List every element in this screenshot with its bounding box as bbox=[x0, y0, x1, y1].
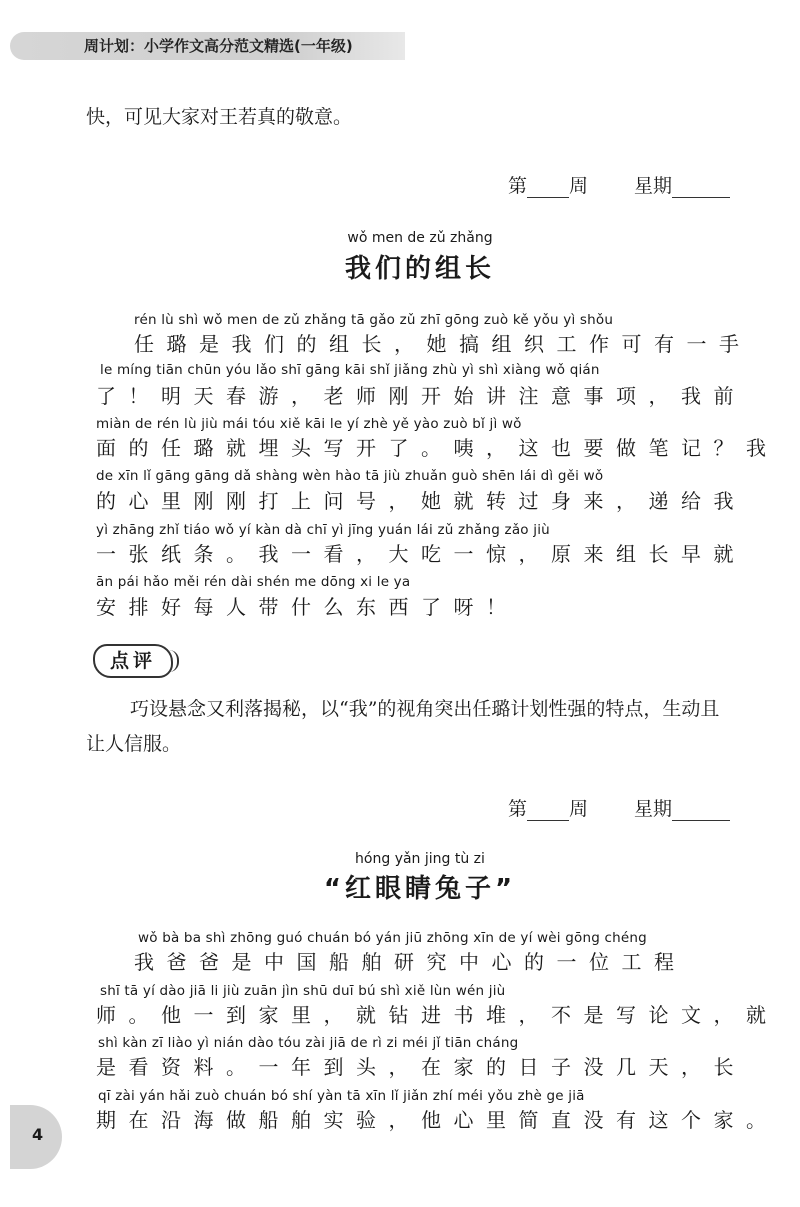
weekday-label: 星期 bbox=[634, 798, 673, 820]
comment-text-line1: 巧设悬念又利落揭秘，以“我”的视角突出任璐计划性强的特点，生动且 bbox=[130, 698, 720, 720]
week-zhou-label: 周 bbox=[569, 175, 589, 197]
story1-text-line: 面的任璐就埋头写开了。咦，这也要做笔记？我 bbox=[96, 436, 779, 460]
story1-title: 我们的组长 bbox=[344, 254, 495, 284]
story1-pinyin-line: miàn de rén lù jiù mái tóu xiě kāi le yí zhè yě yào zuò bǐ jì wǒ bbox=[96, 416, 522, 432]
week-zhou-label: 周 bbox=[569, 798, 589, 820]
story2-text-line: 是看资料。一年到头，在家的日子没几天，长 bbox=[96, 1055, 746, 1079]
story1-pinyin-line: le míng tiān chūn yóu lǎo shī gāng kāi shǐ jiǎng zhù yì shì xiàng wǒ qián bbox=[100, 362, 600, 378]
story2-pinyin-line: shī tā yí dào jiā li jiù zuān jìn shū duī bú shì xiě lùn wén jiù bbox=[100, 983, 506, 999]
story1-pinyin-line: yì zhāng zhǐ tiáo wǒ yí kàn dà chī yì jīng yuán lái zǔ zhǎng zǎo jiù bbox=[96, 522, 550, 538]
story2-text-line: 期在沿海做船舶实验，他心里简直没有这个家。 bbox=[96, 1108, 779, 1132]
week-blank bbox=[527, 802, 569, 821]
story2-pinyin-line: shì kàn zī liào yì nián dào tóu zài jiā de rì zi méi jǐ tiān cháng bbox=[98, 1035, 519, 1051]
weekday-blank bbox=[672, 179, 730, 198]
story2-pinyin-line: qī zài yán hǎi zuò chuán bó shí yàn tā xīn lǐ jiǎn zhí méi yǒu zhè ge jiā bbox=[98, 1088, 585, 1104]
week-marker-1 bbox=[508, 174, 730, 198]
story2-text-line: 我爸爸是中国船舶研究中心的一位工程 bbox=[134, 950, 687, 974]
comment-badge: 点评 bbox=[93, 644, 173, 678]
story1-text-line: 安排好每人带什么东西了呀！ bbox=[96, 595, 519, 619]
comment-text-line2: 让人信服。 bbox=[86, 733, 182, 755]
week-di-label: 第 bbox=[508, 798, 528, 820]
story1-pinyin-line: ān pái hǎo měi rén dài shén me dōng xi le ya bbox=[96, 574, 411, 590]
story2-title-pinyin: hóng yǎn jing tù zi bbox=[355, 851, 485, 867]
story2-text-line: 师。他一到家里，就钻进书堆，不是写论文，就 bbox=[96, 1003, 779, 1027]
page-number: 4 bbox=[32, 1125, 44, 1144]
weekday-blank bbox=[672, 802, 730, 821]
story1-text-line: 的心里刚刚打上问号，她就转过身来，递给我 bbox=[96, 489, 746, 513]
previous-story-tail: 快，可见大家对王若真的敬意。 bbox=[86, 106, 353, 128]
story1-text-line: 了！明天春游，老师刚开始讲注意事项，我前 bbox=[96, 384, 746, 408]
story2-title: “红眼睛兔子” bbox=[323, 874, 517, 904]
running-header: 周计划：小学作文高分范文精选(一年级) bbox=[84, 37, 353, 55]
week-blank bbox=[527, 179, 569, 198]
weekday-label: 星期 bbox=[634, 175, 673, 197]
story1-title-pinyin: wǒ men de zǔ zhǎng bbox=[347, 230, 493, 246]
story1-text-line: 任璐是我们的组长，她搞组织工作可有一手 bbox=[134, 332, 752, 356]
week-di-label: 第 bbox=[508, 175, 528, 197]
story1-pinyin-line: de xīn lǐ gāng gāng dǎ shàng wèn hào tā jiù zhuǎn guò shēn lái dì gěi wǒ bbox=[96, 468, 604, 484]
story1-text-line: 一张纸条。我一看，大吃一惊，原来组长早就 bbox=[96, 542, 746, 566]
week-marker-2 bbox=[508, 797, 730, 821]
story1-pinyin-line: rén lù shì wǒ men de zǔ zhǎng tā gǎo zǔ zhī gōng zuò kě yǒu yì shǒu bbox=[134, 312, 614, 328]
story2-pinyin-line: wǒ bà ba shì zhōng guó chuán bó yán jiū zhōng xīn de yí wèi gōng chéng bbox=[138, 930, 647, 946]
